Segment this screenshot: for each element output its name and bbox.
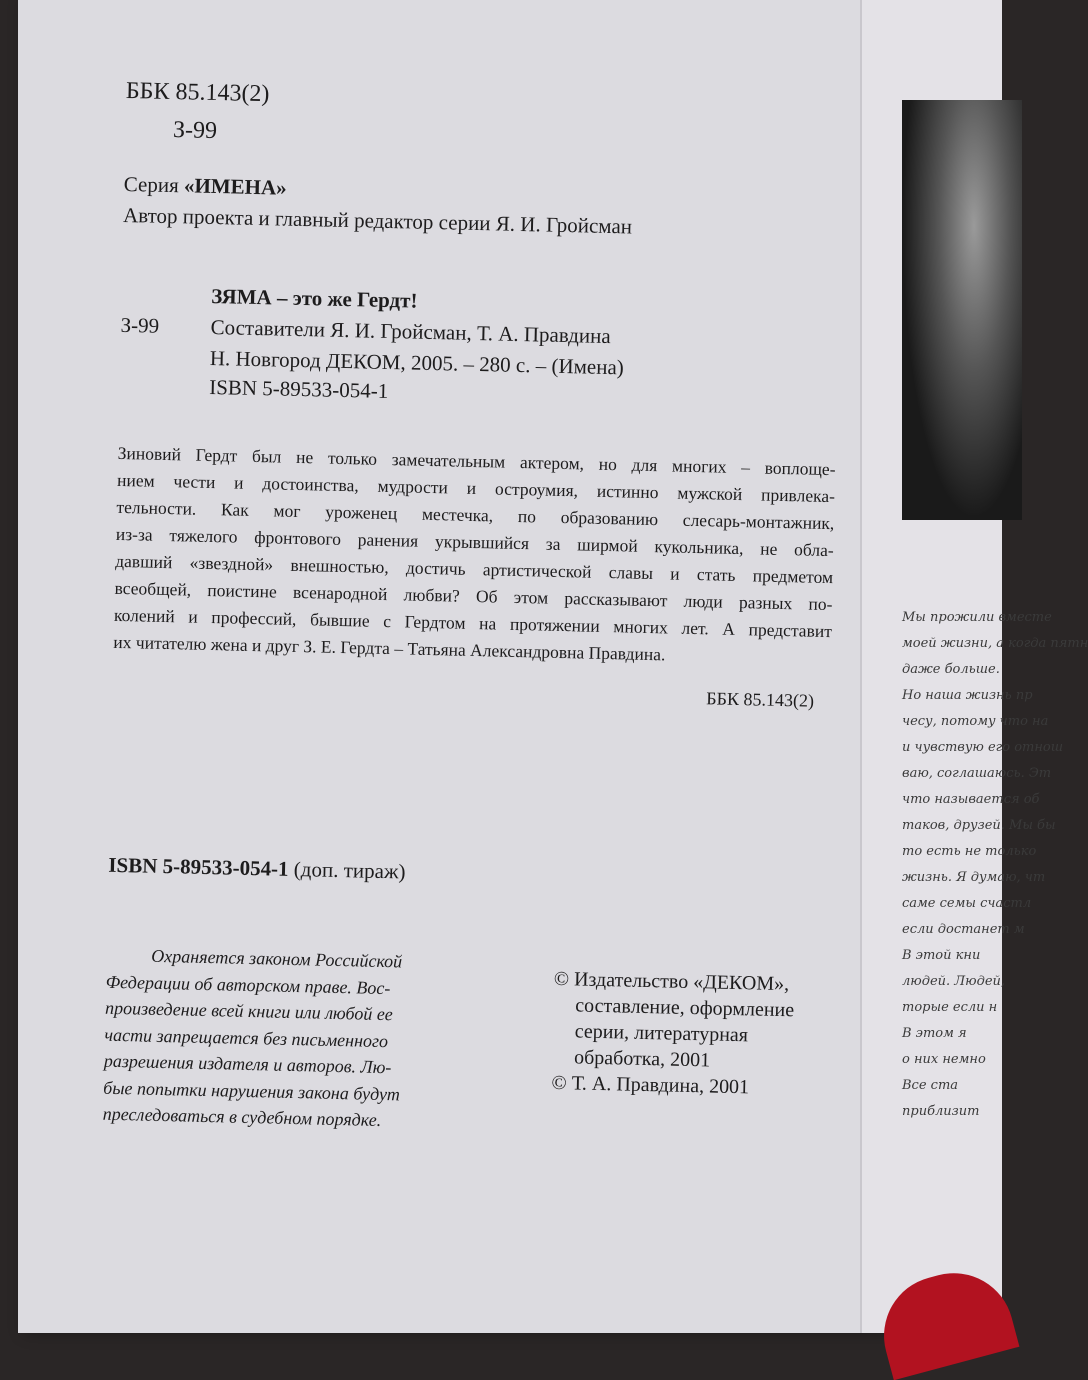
isbn-bottom-note: (доп. тираж) [288,856,406,884]
annotation-line: тельности. Как мог уроженец местечка, по образованию слесарь-монтажник, [116,496,835,534]
facing-line: торые если н [902,1000,998,1015]
copyright-line: обработка, 2001 [573,1046,711,1072]
annotation-line: нием чести и достоинства, мудрости и остроумия, истинно мужской привлека- [116,469,836,507]
facing-line: моей жизни, а когда пятн [902,636,1088,651]
copyright-line: составление, оформление [575,994,795,1022]
legal-line: части запрещается без письменного [104,1024,389,1051]
facing-line: о них немно [902,1052,986,1067]
facing-line: саме семы счастл [902,896,1032,911]
copyright-line: серии, литературная [574,1020,749,1047]
facing-page [860,0,1088,1333]
copyright-line: © Т. А. Правдина, 2001 [551,1071,750,1099]
author-mark-top: З-99 [172,117,218,145]
annotation-line: из-за тяжелого фронтового ранения укрывшийся за ширмой кукольника, не обла- [115,523,834,561]
book-title: ЗЯМА – это же Гердт! [211,283,418,313]
annotation-line: колений и профессий, бывшие с Гердтом на протяжении многих лет. А представит [113,604,833,642]
annotation [113,440,836,672]
legal-line: Охраняется законом Российской [151,945,403,972]
annotation-line: их читателю жена и друг З. Е. Гердта – Татьяна Александровна Правдина. [113,631,666,665]
facing-line: приблизит [902,1104,980,1119]
annotation-line: всеобщей, поистине всенародной любви? Об этом рассказывают люди разных по- [114,577,833,615]
facing-line: людей. Людей, [902,974,1006,989]
legal-line: разрешения издателя и авторов. Лю- [103,1050,392,1078]
facing-line: ваю, соглашаюсь. Эт [902,766,1052,781]
series-editor: Автор проекта и главный редактор серии Я. И. Гройсман [122,202,633,239]
compilers: Составители Я. И. Гройсман, Т. А. Правдина [210,314,612,349]
isbn-bottom-code: ISBN 5-89533-054-1 [108,852,289,881]
author-mark: З-99 [120,312,160,338]
annotation-line: Зиновий Гердт был не только замечательным актером, но для многих – воплоще- [117,442,836,480]
facing-line: если достанет м [902,922,1025,937]
facing-line: Все ста [902,1078,959,1093]
page-content [98,0,868,1349]
isbn-bottom [108,853,406,885]
facing-line: жизнь. Я думаю, чт [902,870,1046,885]
series-line [124,172,287,201]
bbk-code-bottom: ББК 85.143(2) [706,688,815,711]
facing-line: Мы прожили вместе [902,610,1052,625]
series-prefix: Серия [123,171,185,198]
facing-line: В этом я [902,1026,967,1041]
book-page [18,0,918,1333]
legal-line: произведение всей книги или любой ее [104,997,394,1025]
legal-line: Федерации об авторском праве. Вос- [105,971,391,998]
facing-line: В этой кни [902,948,981,963]
facing-line: Но наша жизнь пр [902,688,1033,703]
facing-line: то есть не только [902,844,1037,859]
annotation-line: давший «звездной» внешностью, достичь артистической славы и стать предметом [115,550,834,588]
facing-line: чесу, потому что на [902,714,1049,729]
facing-line: что называется об [902,792,1040,807]
copyright-line: © Издательство «ДЕКОМ», [553,967,790,996]
isbn-card: ISBN 5-89533-054-1 [208,374,389,404]
copyright-holders [551,966,795,1101]
bbk-code-top: ББК 85.143(2) [125,77,270,108]
facing-line: таков, друзей. Мы бы [902,818,1056,833]
facing-page-photo [902,100,1022,520]
legal-line: преследоваться в судебном порядке. [102,1103,382,1131]
copyright-law-notice [102,942,403,1134]
series-name: «ИМЕНА» [183,173,287,200]
facing-page-text [902,605,1088,1125]
legal-line: бые попытки нарушения закона будут [103,1077,401,1104]
facing-line: даже больше. [902,662,1000,677]
facing-line: и чувствую его отнош [902,740,1064,755]
publisher-line: Н. Новгород ДЕКОМ, 2005. – 280 с. – (Имена) [209,345,625,380]
